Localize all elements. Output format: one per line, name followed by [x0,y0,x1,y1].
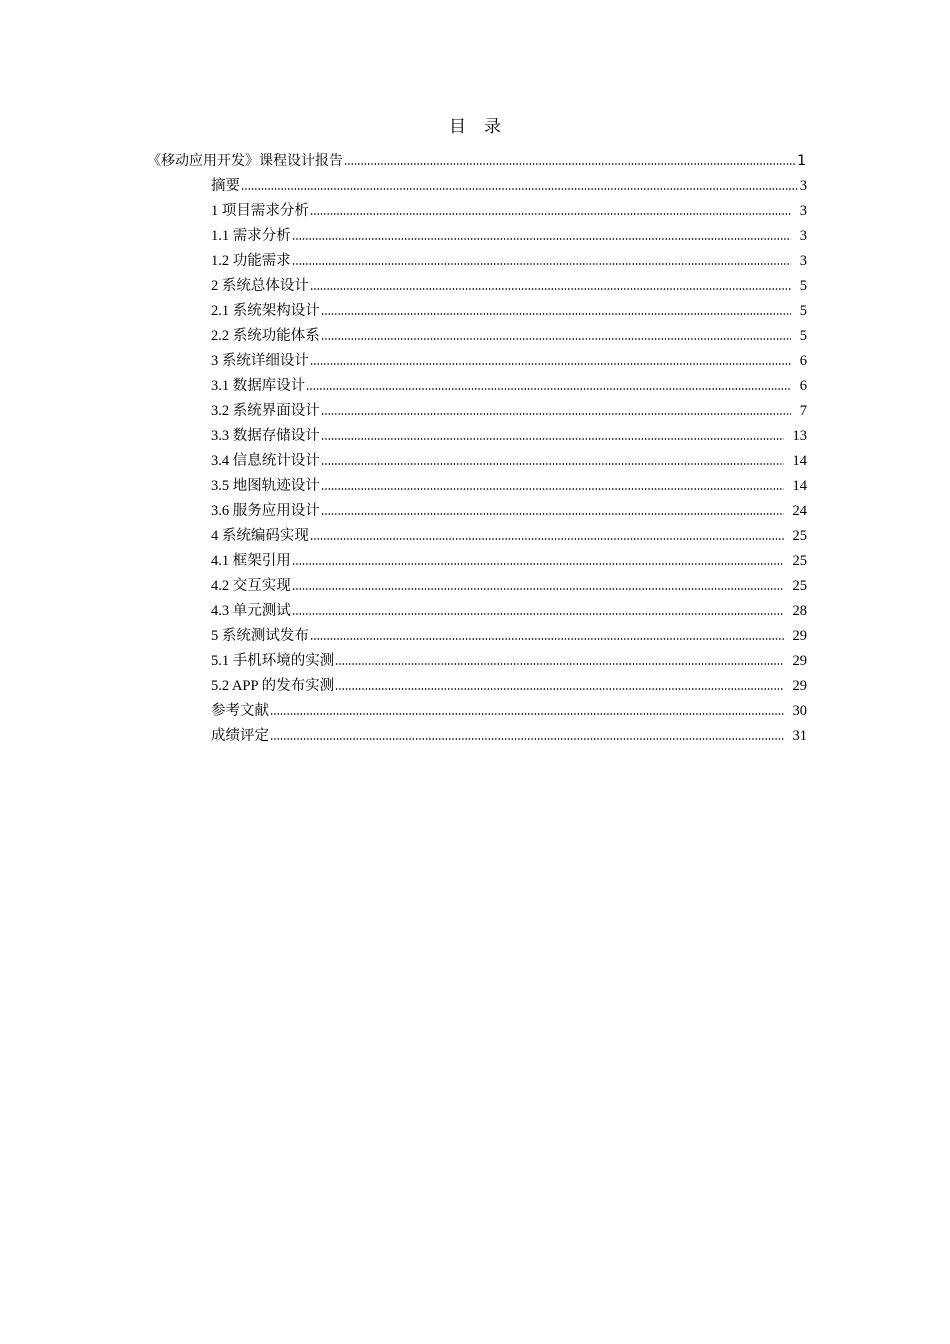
toc-entry-page: 6 [799,353,807,369]
toc-leader-dots [321,412,791,416]
toc-entry-label: 1 项目需求分析 [211,203,309,219]
toc-entry-1[interactable] [211,200,807,220]
toc-entry-label: 《移动应用开发》课程设计报告 [147,153,343,169]
toc-entry-2-2[interactable] [211,325,807,345]
toc-entry-page: 3 [799,203,807,219]
toc-entry-3-4[interactable] [211,450,807,470]
toc-entry-page: 25 [792,578,807,594]
toc-leader-dots [321,462,784,466]
toc-entry-page: 31 [792,728,807,744]
toc-entry-3-1[interactable] [211,375,807,395]
toc-entry-label: 4.1 框架引用 [211,553,291,569]
toc-leader-dots [310,537,784,541]
toc-entry-page: 6 [799,378,807,394]
toc-entry-label: 5.1 手机环境的实测 [211,653,335,669]
toc-entry-page: 1 [797,153,806,169]
toc-entry-4[interactable] [211,525,807,545]
toc-leader-dots [310,637,784,641]
toc-entry-label: 摘要 [211,178,240,194]
toc-leader-dots [292,612,784,616]
toc-entry-page: 24 [792,503,807,519]
toc-entry-label: 3.1 数据库设计 [211,378,306,394]
toc-entry-5[interactable] [211,625,807,645]
toc-entry-3-2[interactable] [211,400,807,420]
toc-leader-dots [292,237,791,241]
toc-entry-label: 3.5 地图轨迹设计 [211,478,320,494]
toc-leader-dots [321,512,784,516]
toc-entry-label: 4.2 交互实现 [211,578,291,594]
toc-entry-report[interactable] [147,150,806,170]
toc-leader-dots [292,262,791,266]
toc-entry-page: 29 [792,678,807,694]
toc-entry-page: 5 [799,303,807,319]
toc-leader-dots [321,437,784,441]
toc-entry-page: 3 [799,178,807,194]
toc-entry-label: 成绩评定 [211,728,269,744]
toc-leader-dots [270,712,784,716]
toc-entry-label: 4 系统编码实现 [211,528,309,544]
toc-entry-5-1[interactable] [211,650,807,670]
toc-leader-dots [310,287,791,291]
toc-leader-dots [310,212,791,216]
page-title [0,116,950,138]
toc-leader-dots [306,387,791,391]
toc-entry-label: 2.2 系统功能体系 [211,328,320,344]
toc-entry-label: 3.6 服务应用设计 [211,503,320,519]
toc-entry-label: 2 系统总体设计 [211,278,309,294]
toc-entry-page: 29 [792,628,807,644]
toc-leader-dots [321,312,791,316]
toc-entry-label: 3.2 系统界面设计 [211,403,320,419]
toc-entry-abstract[interactable] [211,175,807,195]
toc-entry-page: 14 [792,478,807,494]
toc-leader-dots [344,162,796,166]
toc-leader-dots [241,187,799,191]
toc-entry-5-2[interactable] [211,675,807,695]
toc-leader-dots [310,362,791,366]
toc-entry-page: 3 [799,253,807,269]
toc-entry-4-3[interactable] [211,600,807,620]
page-title-left: 目 [449,117,466,136]
toc-entry-page: 13 [792,428,807,444]
toc-leader-dots [292,562,784,566]
toc-entry-label: 1.1 需求分析 [211,228,291,244]
toc-entry-page: 25 [792,528,807,544]
toc-entry-4-2[interactable] [211,575,807,595]
toc-leader-dots [321,337,791,341]
toc-entry-label: 5 系统测试发布 [211,628,309,644]
toc-entry-label: 4.3 单元测试 [211,603,291,619]
toc-entry-label: 3.3 数据存储设计 [211,428,320,444]
toc-entry-page: 7 [799,403,807,419]
toc-entry-page: 3 [799,228,807,244]
toc-entry-label: 3 系统详细设计 [211,353,309,369]
toc-entry-references[interactable] [211,700,807,720]
toc-entry-label: 5.2 APP 的发布实测 [211,678,335,694]
toc-entry-2[interactable] [211,275,807,295]
toc-entry-4-1[interactable] [211,550,807,570]
toc-entry-page: 28 [792,603,807,619]
toc-entry-page: 29 [792,653,807,669]
toc-entry-3-5[interactable] [211,475,807,495]
toc-entry-label: 3.4 信息统计设计 [211,453,320,469]
toc-entry-label: 参考文献 [211,703,269,719]
toc-entry-2-1[interactable] [211,300,807,320]
toc-leader-dots [321,487,784,491]
toc-entry-page: 14 [792,453,807,469]
toc-entry-page: 5 [799,278,807,294]
toc-entry-1-1[interactable] [211,225,807,245]
toc-leader-dots [335,687,783,691]
toc-entry-page: 30 [792,703,807,719]
toc-entry-3-6[interactable] [211,500,807,520]
toc-entry-page: 25 [792,553,807,569]
toc-entry-label: 2.1 系统架构设计 [211,303,320,319]
toc-leader-dots [292,587,784,591]
toc-entry-grading[interactable] [211,725,807,745]
toc-entry-3-3[interactable] [211,425,807,445]
page-title-right: 录 [484,117,501,136]
toc-entry-1-2[interactable] [211,250,807,270]
toc-entry-3[interactable] [211,350,807,370]
toc-leader-dots [270,737,784,741]
toc-entry-page: 5 [799,328,807,344]
toc-entry-label: 1.2 功能需求 [211,253,291,269]
toc-leader-dots [335,662,783,666]
